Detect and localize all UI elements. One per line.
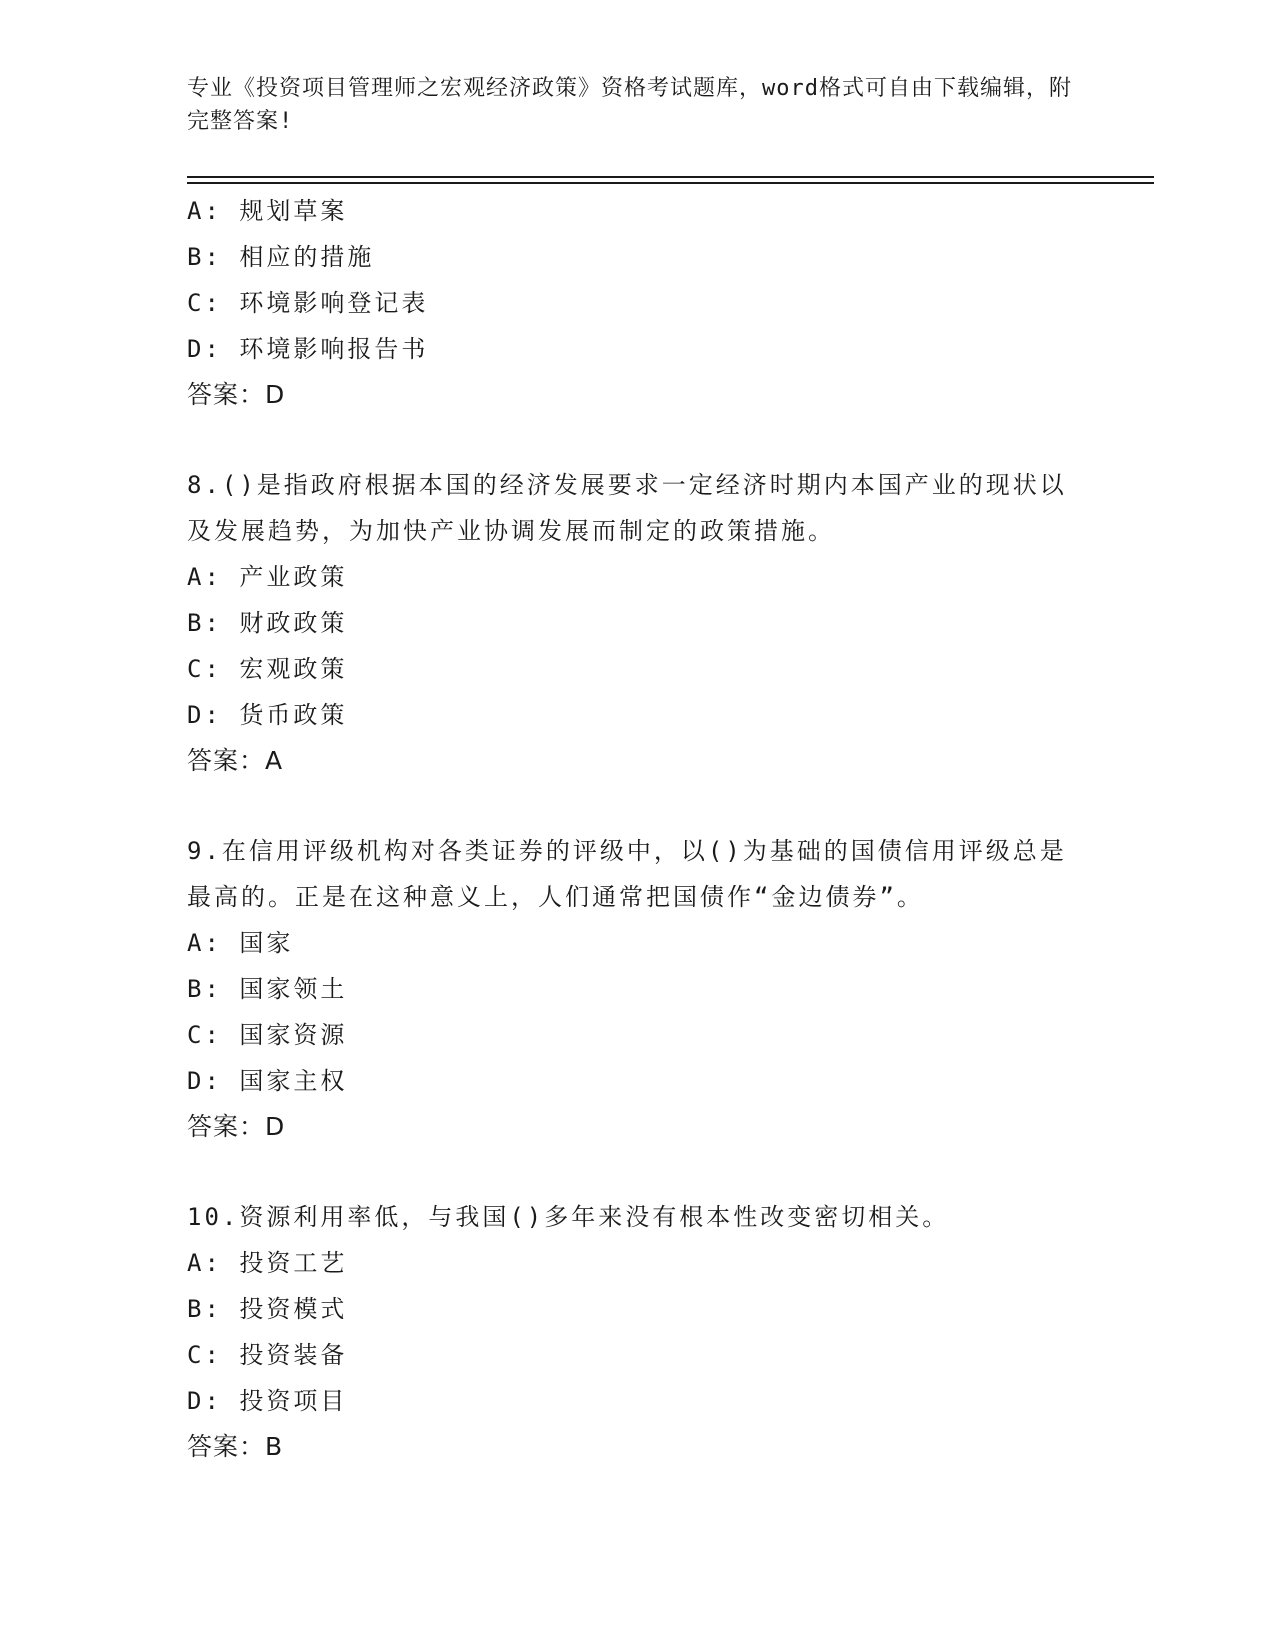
option-b: B: 财政政策 xyxy=(187,609,348,637)
option-a: A: 规划草案 xyxy=(187,197,348,225)
question-block xyxy=(187,188,1087,418)
option-c: C: 环境影响登记表 xyxy=(187,289,429,317)
question-block xyxy=(187,1194,1087,1470)
header-divider-top xyxy=(187,176,1154,178)
answer-line: 答案：D xyxy=(187,380,286,409)
question-block xyxy=(187,828,1087,1150)
option-a: A: 投资工艺 xyxy=(187,1249,348,1277)
option-b: B: 投资模式 xyxy=(187,1295,348,1323)
question-list xyxy=(187,188,1087,1470)
option-b: B: 国家领土 xyxy=(187,975,348,1003)
option-d: D: 货币政策 xyxy=(187,701,348,729)
question-stem: 8.()是指政府根据本国的经济发展要求一定经济时期内本国产业的现状以及发展趋势，为加快产业协调发展而制定的政策措施。 xyxy=(187,471,1067,545)
option-d: D: 环境影响报告书 xyxy=(187,335,429,363)
question-stem: 9.在信用评级机构对各类证券的评级中，以()为基础的国债信用评级总是最高的。正是在这种意义上，人们通常把国债作“金边债券”。 xyxy=(187,837,1067,911)
answer-line: 答案：B xyxy=(187,1432,284,1461)
question-stem: 10.资源利用率低，与我国()多年来没有根本性改变密切相关。 xyxy=(187,1203,950,1231)
header-divider-bottom xyxy=(187,182,1154,184)
option-d: D: 国家主权 xyxy=(187,1067,348,1095)
option-c: C: 投资装备 xyxy=(187,1341,348,1369)
answer-line: 答案：D xyxy=(187,1112,286,1141)
option-a: A: 国家 xyxy=(187,929,294,957)
question-block xyxy=(187,462,1087,784)
option-b: B: 相应的措施 xyxy=(187,243,375,271)
option-c: C: 宏观政策 xyxy=(187,655,348,683)
answer-line: 答案：A xyxy=(187,746,284,775)
option-d: D: 投资项目 xyxy=(187,1387,348,1415)
option-a: A: 产业政策 xyxy=(187,563,348,591)
document-header: 专业《投资项目管理师之宏观经济政策》资格考试题库，word格式可自由下载编辑，附完整答案! xyxy=(187,76,1072,134)
option-c: C: 国家资源 xyxy=(187,1021,348,1049)
